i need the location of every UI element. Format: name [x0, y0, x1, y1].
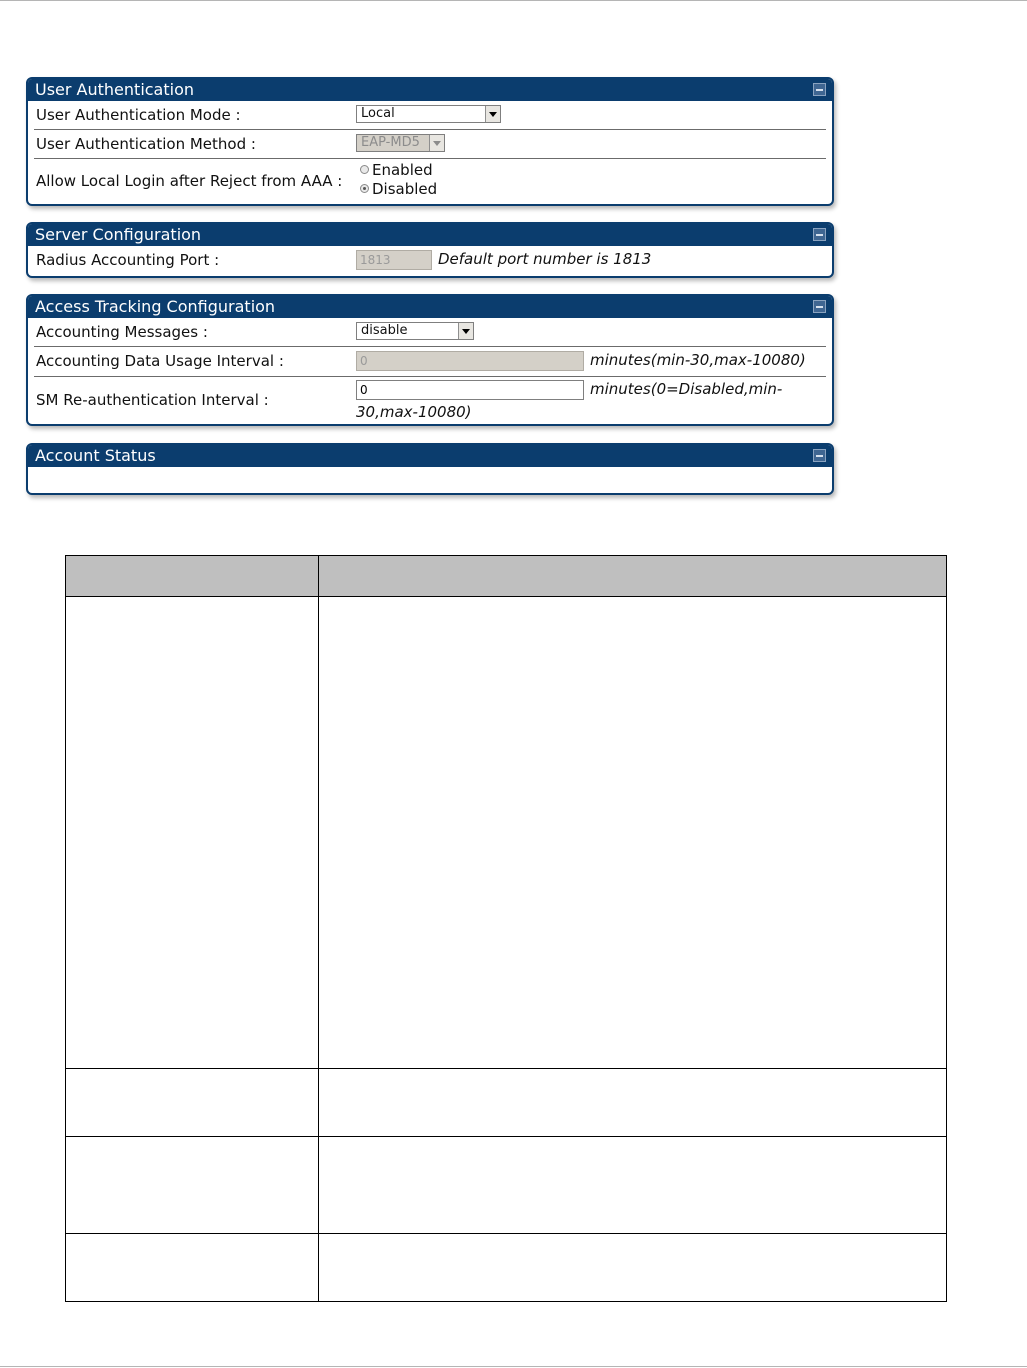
table-cell [319, 1234, 947, 1302]
table-cell [319, 1069, 947, 1137]
collapse-icon[interactable] [813, 228, 826, 241]
local-login-row [34, 159, 826, 204]
usage-interval-row [34, 347, 826, 377]
panel-title: Server Configuration [35, 225, 202, 244]
table-row [66, 1234, 947, 1302]
auth-mode-row [34, 101, 826, 130]
page-top-rule [0, 0, 1027, 1]
radius-port-row [34, 246, 826, 274]
server-configuration-panel [26, 222, 834, 278]
usage-interval-hint: minutes(min-30,max-10080) [590, 351, 806, 369]
collapse-icon[interactable] [813, 449, 826, 462]
table-header-row [66, 556, 947, 597]
chevron-down-icon [429, 135, 444, 151]
panel-title: Account Status [35, 446, 156, 465]
table-row [66, 1069, 947, 1137]
auth-method-select [356, 134, 445, 152]
panel-header [28, 224, 832, 246]
chevron-down-icon[interactable] [458, 323, 473, 339]
auth-mode-select[interactable] [356, 105, 501, 123]
panel-title: User Authentication [35, 80, 195, 99]
collapse-icon[interactable] [813, 300, 826, 313]
chevron-down-icon[interactable] [485, 106, 500, 122]
radio-enabled[interactable] [360, 165, 369, 174]
reauth-interval-input[interactable]: 0 [356, 380, 584, 400]
reauth-interval-row [34, 377, 826, 424]
table-row [66, 597, 947, 1069]
auth-method-label: User Authentication Method : [36, 135, 256, 153]
panel-header [28, 79, 832, 101]
local-login-label: Allow Local Login after Reject from AAA : [36, 172, 343, 190]
radio-disabled[interactable] [360, 184, 369, 193]
table-cell [66, 1069, 319, 1137]
auth-mode-value: Local [361, 106, 395, 121]
table-cell [66, 1234, 319, 1302]
access-tracking-panel [26, 294, 834, 426]
accounting-messages-row [34, 318, 826, 347]
table-header-cell [319, 556, 947, 597]
reauth-interval-label: SM Re-authentication Interval : [36, 391, 269, 409]
radius-port-hint: Default port number is 1813 [438, 250, 652, 268]
radio-disabled-label: Disabled [372, 180, 438, 198]
table-cell [66, 1137, 319, 1234]
reauth-interval-hint-line1: minutes(0=Disabled,min- [590, 380, 783, 398]
description-table [65, 555, 947, 1302]
table-row [66, 1137, 947, 1234]
collapse-icon[interactable] [813, 83, 826, 96]
table-cell [66, 597, 319, 1069]
account-status-panel [26, 443, 834, 495]
table-cell [319, 597, 947, 1069]
page-bottom-rule [0, 1366, 1027, 1367]
auth-mode-label: User Authentication Mode : [36, 106, 241, 124]
reauth-interval-hint-line2: 30,max-10080) [356, 403, 472, 421]
accounting-messages-label: Accounting Messages : [36, 323, 208, 341]
auth-method-row [34, 130, 826, 159]
accounting-messages-value: disable [361, 323, 408, 338]
table-cell [319, 1137, 947, 1234]
user-authentication-panel [26, 77, 834, 206]
auth-method-value: EAP-MD5 [361, 135, 420, 150]
panel-header [28, 296, 832, 318]
panel-header [28, 445, 832, 467]
table-header-cell [66, 556, 319, 597]
radio-enabled-option[interactable] [360, 161, 433, 180]
radio-enabled-label: Enabled [372, 161, 433, 179]
radius-port-input: 1813 [356, 250, 432, 270]
usage-interval-input: 0 [356, 351, 584, 371]
radius-port-label: Radius Accounting Port : [36, 251, 220, 269]
radio-disabled-option[interactable] [360, 180, 437, 199]
accounting-messages-select[interactable] [356, 322, 474, 340]
usage-interval-label: Accounting Data Usage Interval : [36, 352, 284, 370]
panel-title: Access Tracking Configuration [35, 297, 276, 316]
